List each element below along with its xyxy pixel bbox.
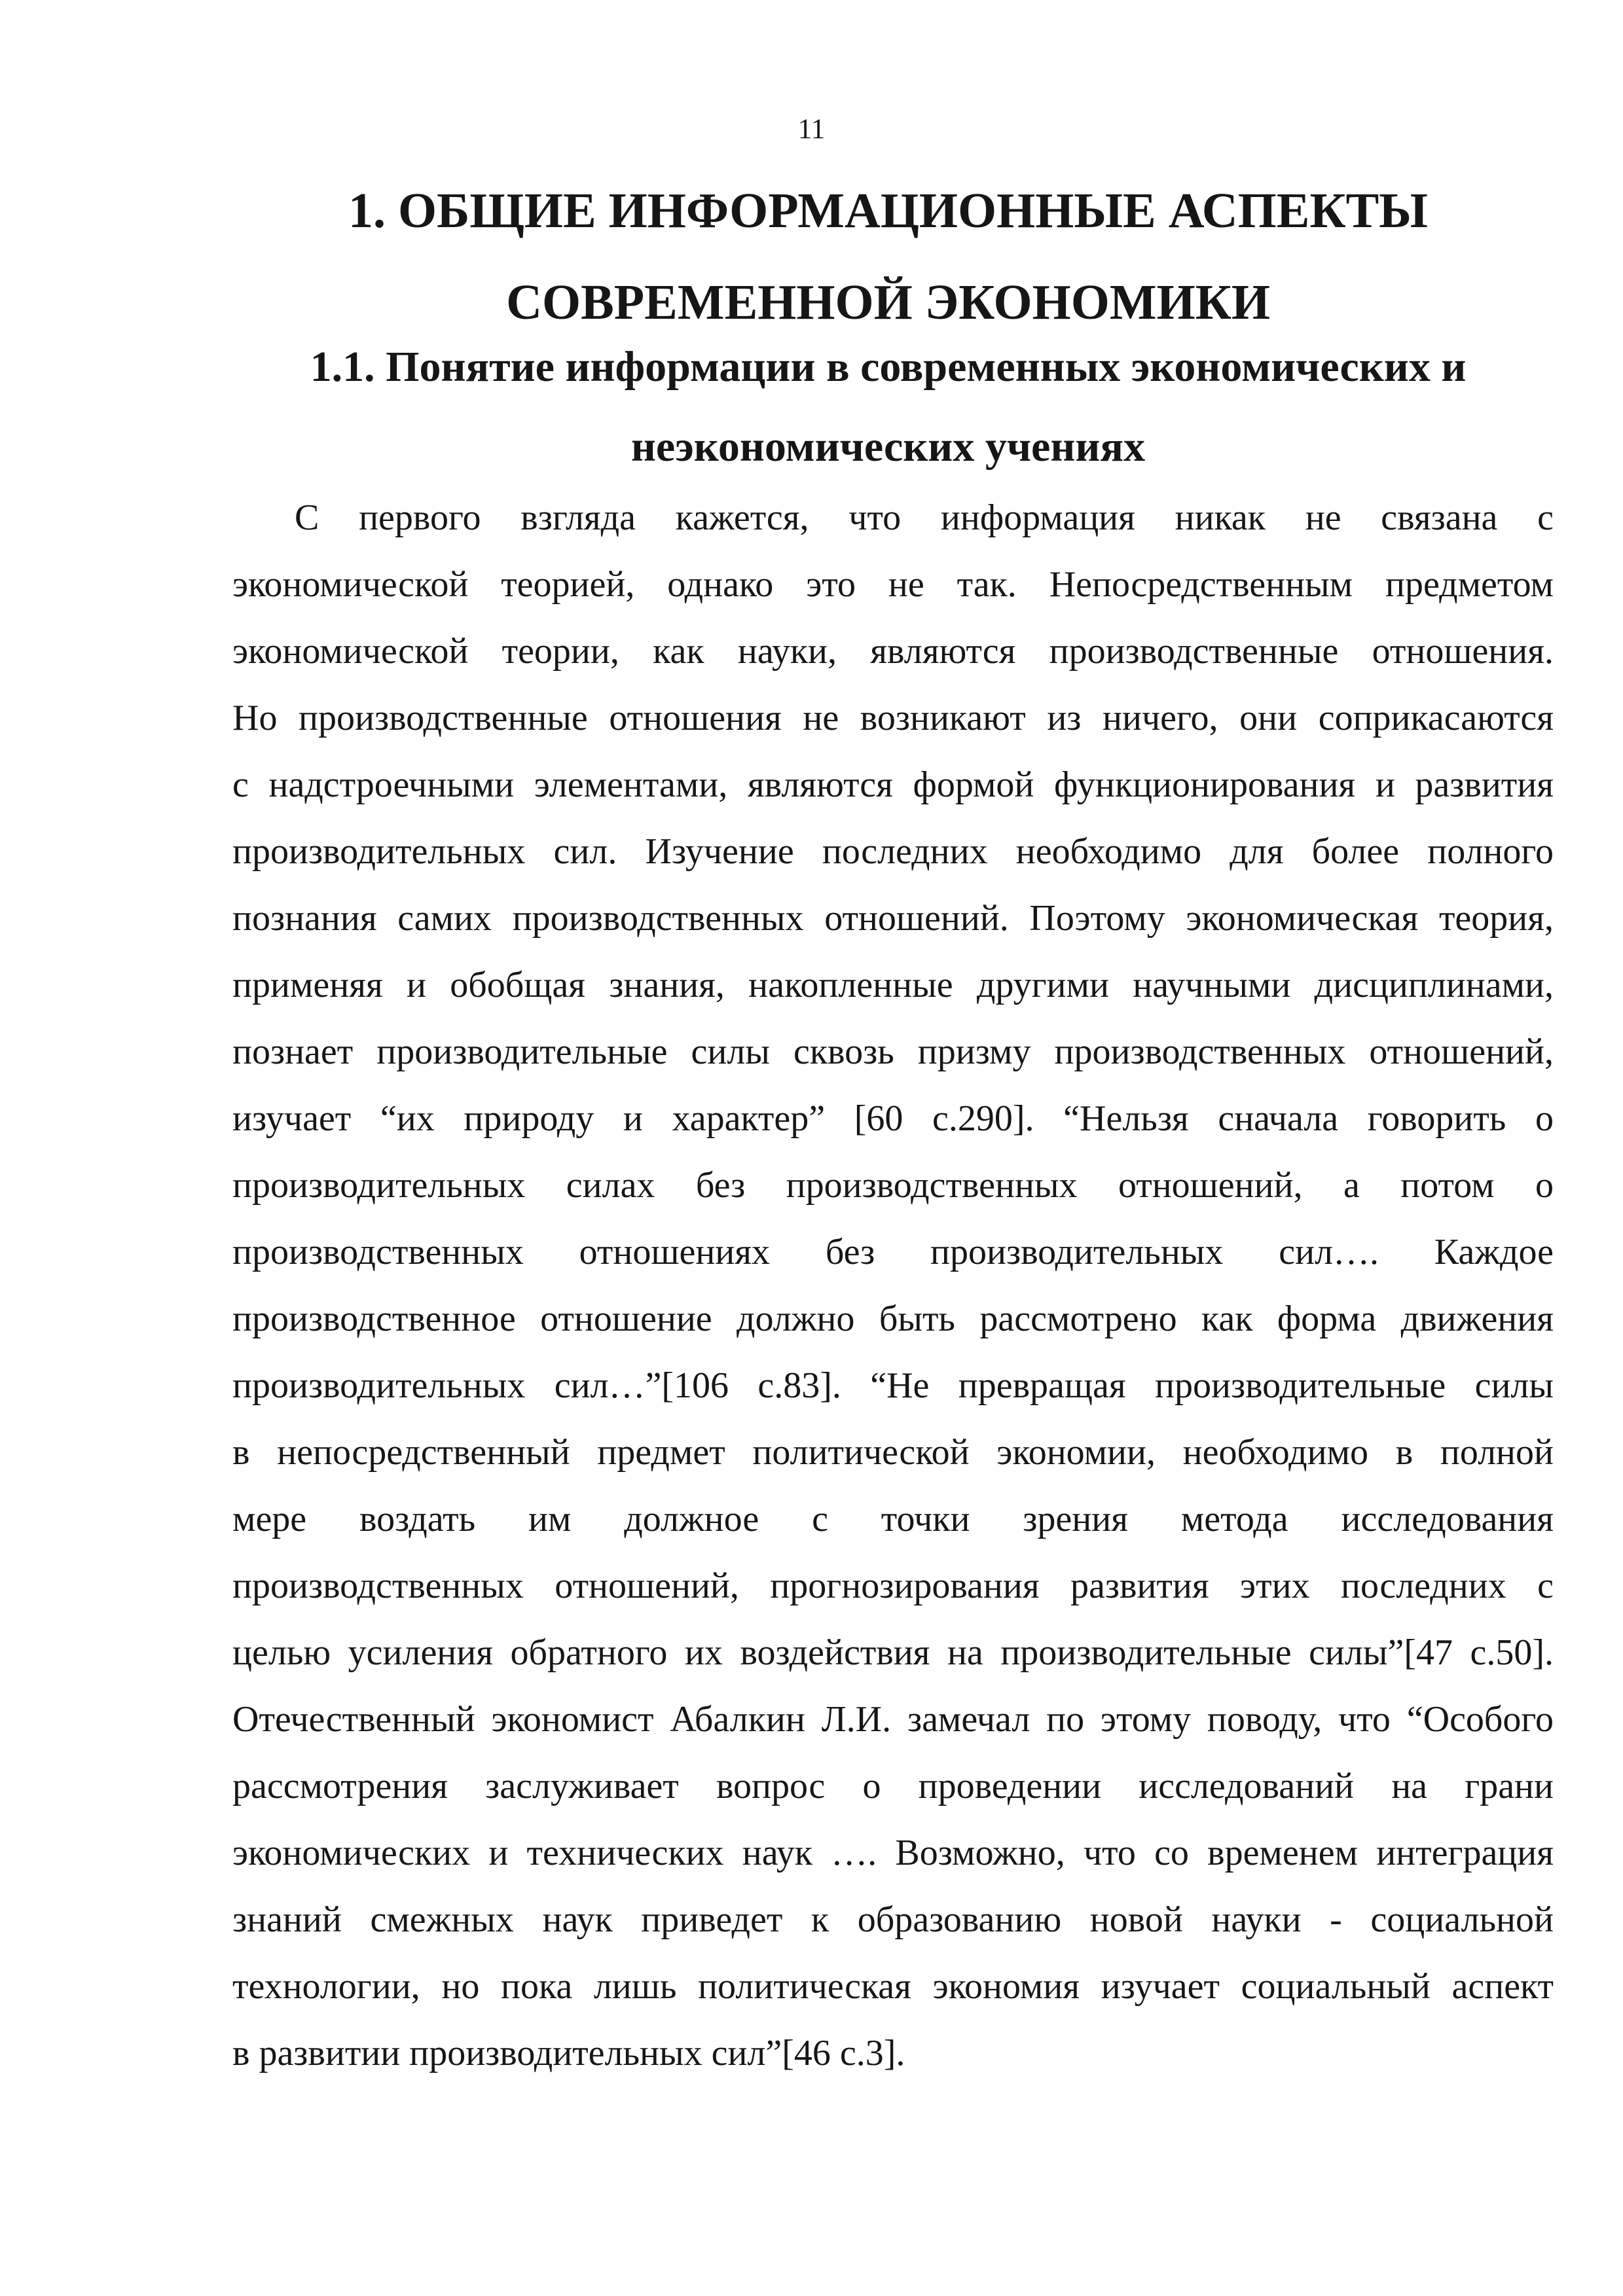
paragraph-line: С первого взгляда кажется, что информация никак не связана с xyxy=(295,497,1554,538)
page-number: 11 xyxy=(797,114,826,145)
paragraph-line: с надстроечными элементами, являются формой функционирования и развития xyxy=(232,764,1554,805)
paragraph-line: целью усиления обратного их воздействия на производительные силы”[47 с.50]. xyxy=(232,1632,1554,1673)
chapter-title xyxy=(223,165,1554,348)
paragraph-line: производственных отношениях без производительных сил…. Каждое xyxy=(232,1232,1554,1272)
paragraph-line: Но производственные отношения не возникают из ничего, они соприкасаются xyxy=(232,698,1554,738)
paragraph-line: Отечественный экономист Абалкин Л.И. замечал по этому поводу, что “Особого xyxy=(232,1699,1554,1740)
paragraph-line: в непосредственный предмет политической экономии, необходимо в полной xyxy=(232,1432,1554,1473)
body-paragraph xyxy=(232,484,1554,2087)
paragraph-line: экономической теории, как науки, являются производственные отношения. xyxy=(232,631,1554,672)
paragraph-line: производительных силах без производственных отношений, а потом о xyxy=(232,1165,1554,1206)
chapter-title-line: 1. ОБЩИЕ ИНФОРМАЦИОННЫЕ АСПЕКТЫ xyxy=(348,183,1428,238)
paragraph-line: знаний смежных наук приведет к образованию новой науки - социальной xyxy=(232,1899,1554,1940)
paragraph-line: познания самих производственных отношений. Поэтому экономическая теория, xyxy=(232,898,1554,939)
paragraph-line: производственных отношений, прогнозирования развития этих последних с xyxy=(232,1566,1554,1606)
chapter-title-line: СОВРЕМЕННОЙ ЭКОНОМИКИ xyxy=(506,275,1270,330)
paragraph-line: применяя и обобщая знания, накопленные другими научными дисциплинами, xyxy=(232,965,1554,1005)
paragraph-line: изучает “их природу и характер” [60 с.290]. “Нельзя сначала говорить о xyxy=(232,1098,1554,1139)
paragraph-line: производственное отношение должно быть рассмотрено как форма движения xyxy=(232,1299,1554,1339)
section-title-line: неэкономических учениях xyxy=(630,423,1146,471)
paragraph-line: технологии, но пока лишь политическая экономия изучает социальный аспект xyxy=(232,1966,1554,2007)
paragraph-line: познает производительные силы сквозь призму производственных отношений, xyxy=(232,1031,1554,1072)
paragraph-line: производительных сил. Изучение последних необходимо для более полного xyxy=(232,831,1554,872)
paragraph-line: в развитии производительных сил”[46 с.3]. xyxy=(232,2033,905,2073)
paragraph-line: рассмотрения заслуживает вопрос о проведении исследований на грани xyxy=(232,1766,1554,1806)
paragraph-line: экономических и технических наук …. Возможно, что со временем интеграция xyxy=(232,1833,1554,1873)
paragraph-line: мере воздать им должное с точки зрения метода исследования xyxy=(232,1499,1554,1539)
section-title xyxy=(223,327,1554,487)
section-title-line: 1.1. Понятие информации в современных экономических и xyxy=(310,343,1467,391)
paragraph-line: экономической теорией, однако это не так. Непосредственным предметом xyxy=(232,564,1554,605)
paragraph-line: производительных сил…”[106 с.83]. “Не превращая производительные силы xyxy=(232,1365,1554,1406)
